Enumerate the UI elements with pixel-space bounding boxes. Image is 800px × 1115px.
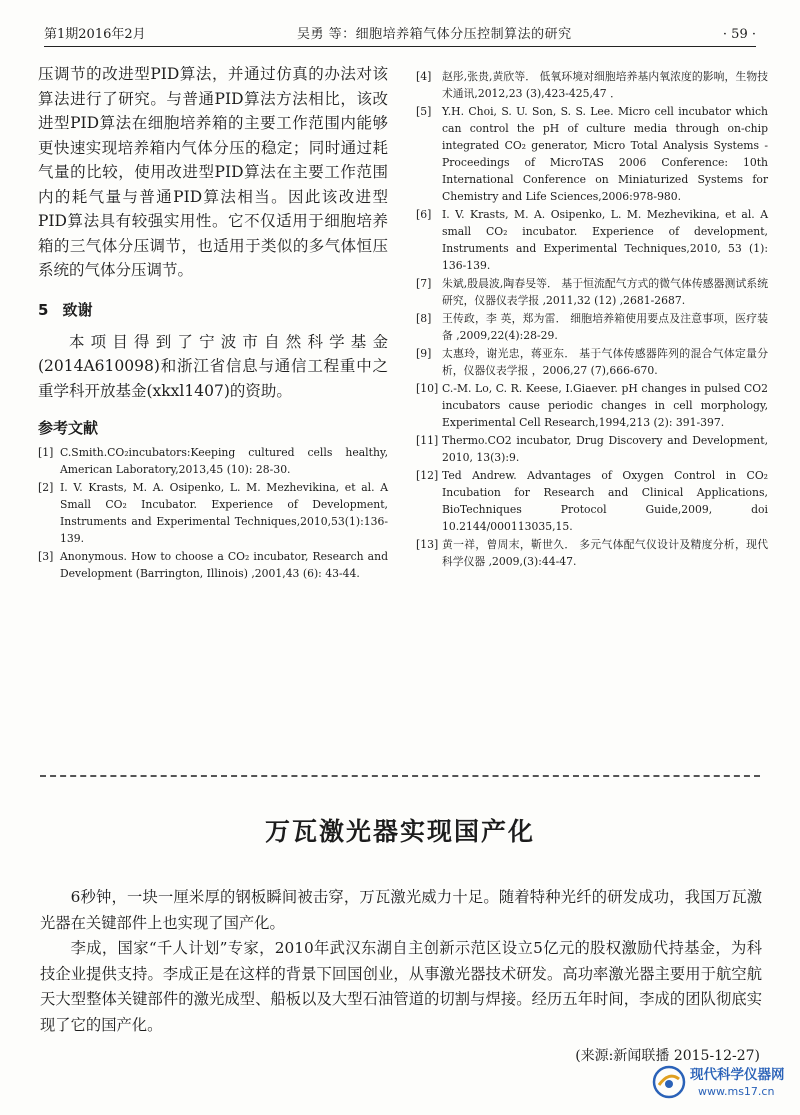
news-title: 万瓦激光器实现国产化	[264, 817, 535, 846]
site-logo-icon	[652, 1065, 686, 1099]
issue-date: 第1期2016年2月	[44, 27, 146, 42]
reference-number: [11]	[416, 434, 439, 447]
reference-text: 太惠玲，谢光忠，蒋亚东． 基于气体传感器阵列的混合气体定量分析，仪器仪表学报 ，2006,27 (7),666-670.	[442, 347, 768, 377]
watermark-name: 现代科学仪器网	[690, 1067, 785, 1083]
acknowledgement-text: 本项目得到了宁波市自然科学基金(2014A610098)和浙江省信息与通信工程重中之重学科开放基金(xkxl1407)的资助。	[38, 332, 388, 400]
reference-text: Ted Andrew. Advantages of Oxygen Control in CO₂ Incubation for Research and Clinical Applications, BioTechniques Protocol Guide,2009, doi 10.2144/000113035,15.	[442, 469, 768, 533]
reference-text: Anonymous. How to choose a CO₂ incubator, Research and Development (Barrington, Illinois) ,2001,43 (6): 43-44.	[60, 550, 388, 580]
reference-number: [5]	[416, 105, 432, 118]
reference-text: 赵彤,张贵,黄欣等． 低氧环境对细胞培养基内氧浓度的影响，生物技术通讯,2012,23 (3),423-425,47 ．	[442, 70, 768, 100]
reference-number: [13]	[416, 538, 439, 551]
right-column	[416, 68, 768, 571]
reference-number: [2]	[38, 481, 54, 494]
running-title: 吴勇 等：细胞培养箱气体分压控制算法的研究	[296, 27, 572, 42]
reference-item	[416, 380, 768, 431]
reference-text: 黄一祥，曾周末，靳世久． 多元气体配气仪设计及精度分析，现代科学仪器 ,2009,(3):44-47.	[442, 538, 768, 568]
reference-number: [1]	[38, 446, 54, 459]
reference-item	[416, 310, 768, 344]
reference-number: [7]	[416, 277, 432, 290]
reference-text: C.-M. Lo, C. R. Keese, I.Giaever. pH changes in pulsed CO2 incubators cause periodic changes in cell morphology, Experimental Cell Research,1994,213 (2): 391-397.	[442, 382, 768, 429]
reference-text: 朱斌,殷晨波,陶春旻等． 基于恒流配气方式的微气体传感器测试系统研究，仪器仪表学报 ,2011,32 (12) ,2681-2687.	[442, 277, 768, 307]
reference-item	[416, 68, 768, 102]
reference-number: [6]	[416, 208, 432, 221]
reference-item	[416, 345, 768, 379]
reference-text: Thermo.CO2 incubator, Drug Discovery and Development, 2010, 13(3):9.	[442, 434, 768, 464]
site-watermark	[652, 1061, 792, 1109]
reference-text: Y.H. Choi, S. U. Son, S. S. Lee. Micro cell incubator which can control the pH of culture media through on-chip integrated CO₂ generator, Micro Total Analysis Systems - Proceedings of MicroTAS 2006 Conference: 10th International Conference on Miniaturized Systems for Chemistry and Life Sciences,2006:978-980.	[442, 105, 768, 203]
section-title: 致谢	[62, 300, 93, 319]
watermark-url: www.ms17.cn	[698, 1085, 775, 1098]
reference-item	[38, 444, 388, 478]
section-number: 5	[38, 300, 49, 319]
reference-text: C.Smith.CO₂incubators:Keeping cultured cells healthy, American Laboratory,2013,45 (10): 28-30.	[60, 446, 388, 476]
reference-text: 王传政，李 英，郑为雷． 细胞培养箱使用要点及注意事项，医疗装备 ,2009,22(4):28-29.	[442, 312, 768, 342]
reference-item	[416, 103, 768, 205]
running-header	[44, 22, 756, 47]
news-source: (来源:新闻联播 2015-12-27)	[575, 1048, 760, 1064]
reference-number: [3]	[38, 550, 54, 563]
reference-number: [12]	[416, 469, 439, 482]
news-paragraph: 李成，国家“千人计划”专家，2010年武汉东湖自主创新示范区设立5亿元的股权激励代持基金，为科技企业提供支持。李成正是在这样的背景下回国创业，从事激光器技术研发。高功率激光器主要用于航空航天大型整体关键部件的激光成型、船板以及大型石油管道的切割与焊接。经历五年时间，李成的团队彻底实现了它的国产化。	[40, 939, 762, 1034]
reference-list-left	[38, 444, 388, 582]
reference-item	[416, 467, 768, 535]
reference-text: I. V. Krasts, M. A. Osipenko, L. M. Mezhevikina, et al. A Small CO₂ Incubator. Experience of Development, Instruments and Experimental Techniques,2010,53(1):136-139.	[60, 481, 388, 545]
references-heading: 参考文献	[38, 419, 99, 437]
reference-number: [8]	[416, 312, 432, 325]
news-body	[40, 885, 762, 1038]
page-number: · 59 ·	[722, 27, 756, 42]
acknowledgement-heading	[38, 299, 388, 320]
reference-item	[416, 536, 768, 570]
reference-number: [4]	[416, 70, 432, 83]
conclusion-paragraph: 压调节的改进型PID算法，并通过仿真的办法对该算法进行了研究。与普通PID算法方法相比，该改进型PID算法在细胞培养箱的主要工作范围内能够更快速实现培养箱内气体分压的稳定；同时通过耗气量的比较，使用改进型PID算法在主要工作范围内的耗气量与普通PID算法相当。因此该改进型PID算法具有较强实用性。它不仅适用于细胞培养箱的三气体分压调节，也适用于类似的多气体恒压系统的气体分压调节。	[38, 65, 388, 279]
reference-item	[416, 432, 768, 466]
reference-item	[38, 479, 388, 547]
reference-number: [9]	[416, 347, 432, 360]
reference-number: [10]	[416, 382, 439, 395]
reference-item	[38, 548, 388, 582]
dashed-divider	[40, 775, 760, 777]
news-paragraph: 6秒钟，一块一厘米厚的钢板瞬间被击穿，万瓦激光威力十足。随着特种光纤的研发成功，我国万瓦激光器在关键部件上也实现了国产化。	[40, 888, 762, 932]
left-column	[38, 62, 388, 583]
reference-item	[416, 206, 768, 274]
reference-item	[416, 275, 768, 309]
reference-text: I. V. Krasts, M. A. Osipenko, L. M. Mezhevikina, et al. A small CO₂ incubator. Experience of development, Instruments and Experimental Techniques,2010, 53 (1): 136-139.	[442, 208, 768, 272]
